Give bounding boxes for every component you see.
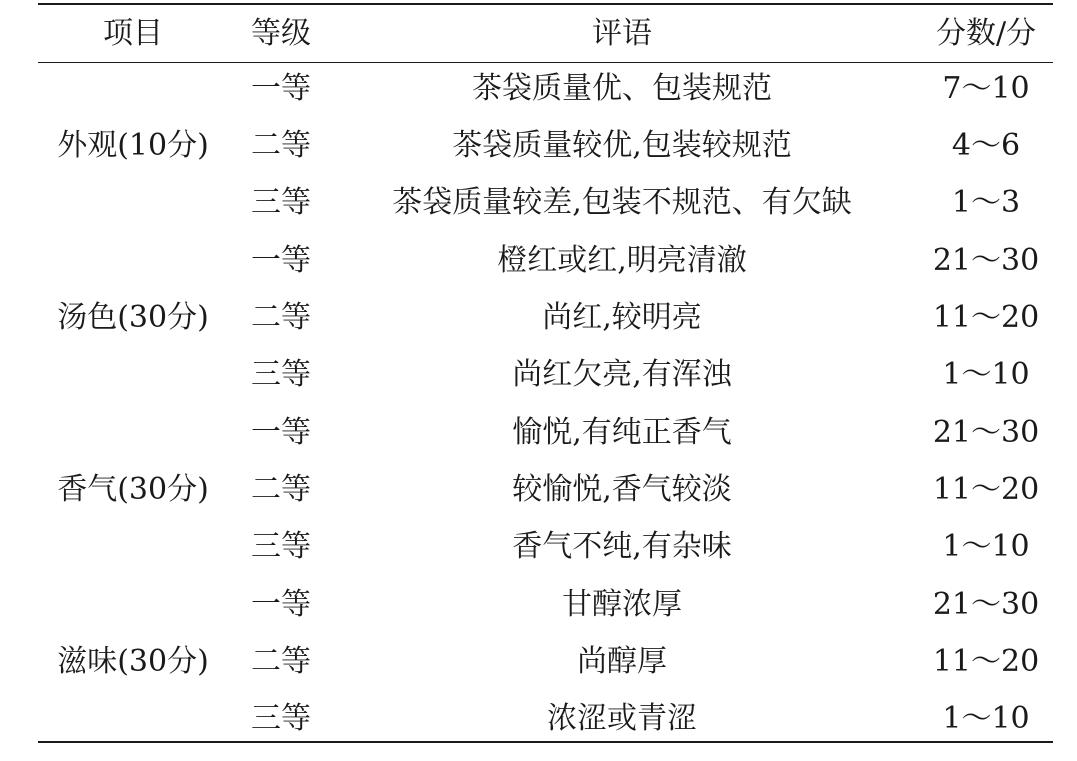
table-cell-grade: 二等 xyxy=(251,472,311,507)
table-cell-score: 21～30 xyxy=(932,415,1040,450)
table-cell-grade: 一等 xyxy=(251,587,311,622)
table-cell-comment: 茶袋质量较差,包装不规范、有欠缺 xyxy=(392,185,852,220)
table-cell-comment: 较愉悦,香气较淡 xyxy=(512,472,732,507)
table-header-rule xyxy=(38,62,1053,63)
group-item-taste: 滋味(30分) xyxy=(57,644,209,679)
table-top-rule xyxy=(38,3,1053,5)
table-cell-comment: 尚红欠亮,有浑浊 xyxy=(512,357,732,392)
table-cell-grade: 三等 xyxy=(251,185,311,220)
table-cell-score: 4～6 xyxy=(951,128,1021,163)
table-cell-comment: 尚红,较明亮 xyxy=(542,300,702,335)
table-cell-comment: 茶袋质量较优,包装较规范 xyxy=(452,128,792,163)
header-score: 分数/分 xyxy=(935,16,1037,51)
table-cell-score: 1～10 xyxy=(942,529,1030,564)
table-cell-grade: 三等 xyxy=(251,529,311,564)
table-cell-comment: 甘醇浓厚 xyxy=(562,587,682,622)
table-cell-grade: 三等 xyxy=(251,701,311,736)
table-cell-score: 21～30 xyxy=(932,587,1040,622)
table-cell-comment: 愉悦,有纯正香气 xyxy=(512,415,732,450)
table-cell-grade: 一等 xyxy=(251,71,311,106)
table-cell-score: 21～30 xyxy=(932,243,1040,278)
table-bottom-rule xyxy=(38,741,1053,743)
table-cell-grade: 一等 xyxy=(251,415,311,450)
table-cell-grade: 二等 xyxy=(251,300,311,335)
table-cell-score: 7～10 xyxy=(942,71,1030,106)
table-cell-grade: 二等 xyxy=(251,128,311,163)
group-item-aroma: 香气(30分) xyxy=(57,472,209,507)
table-cell-comment: 橙红或红,明亮清澈 xyxy=(497,243,747,278)
table-cell-comment: 尚醇厚 xyxy=(577,644,667,679)
table-cell-comment: 浓涩或青涩 xyxy=(547,701,697,736)
group-item-liquor-color: 汤色(30分) xyxy=(57,300,209,335)
table-cell-score: 11～20 xyxy=(932,300,1040,335)
table-cell-score: 11～20 xyxy=(932,644,1040,679)
group-item-appearance: 外观(10分) xyxy=(57,128,209,163)
table-cell-grade: 一等 xyxy=(251,243,311,278)
table-cell-grade: 三等 xyxy=(251,357,311,392)
table-cell-score: 1～10 xyxy=(942,357,1030,392)
table-cell-comment: 香气不纯,有杂味 xyxy=(512,529,732,564)
header-item: 项目 xyxy=(103,16,163,51)
table-cell-score: 11～20 xyxy=(932,472,1040,507)
table-cell-score: 1～10 xyxy=(942,701,1030,736)
header-comment: 评语 xyxy=(592,16,652,51)
table-cell-score: 1～3 xyxy=(951,185,1021,220)
header-grade: 等级 xyxy=(251,16,311,51)
table-cell-comment: 茶袋质量优、包装规范 xyxy=(472,71,772,106)
table-cell-grade: 二等 xyxy=(251,644,311,679)
